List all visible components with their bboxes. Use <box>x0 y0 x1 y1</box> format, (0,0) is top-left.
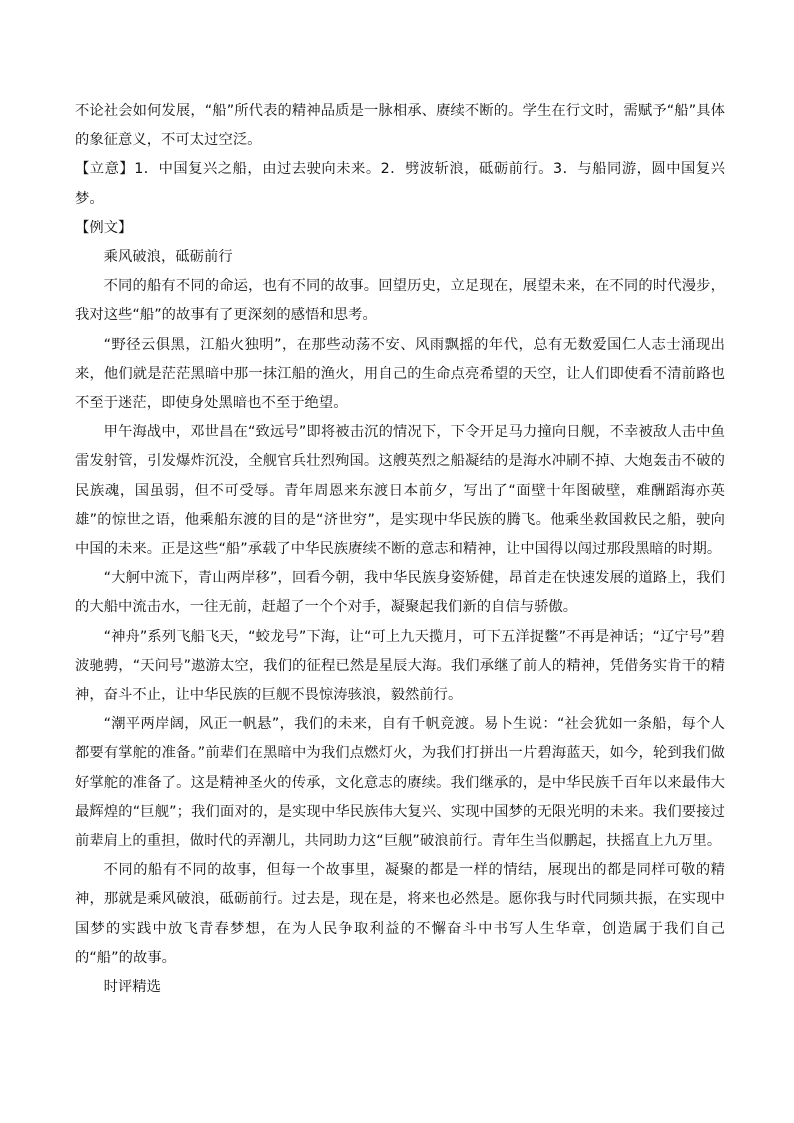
liwen-heading: 【例文】 <box>75 219 133 236</box>
liyi-line: 【立意】1．中国复兴之船，由过去驶向未来。2．劈波斩浪，砥砺前行。3．与船同游，圆中国复兴梦。 <box>75 161 725 207</box>
essay-paragraph-3: 甲午海战中，邓世昌在“致远号”即将被击沉的情况下，下令开足马力撞向日舰，不幸被敌人击中鱼雷发射管，引发爆炸沉没，全舰官兵壮烈殉国。这艘英烈之船凝结的是海水冲刷不掉、大炮轰击不破的民族魂，国虽弱，但不可受辱。青年周恩来东渡日本前夕，写出了“面壁十年图破壁，难酬蹈海亦英雄”的惊世之语，他乘船东渡的目的是“济世穷”，是实现中华民族的腾飞。他乘坐救国救民之船，驶向中国的未来。正是这些“船”承载了中华民族赓续不断的意志和精神，让中国得以闯过那段黑暗的时期。 <box>75 424 725 558</box>
intro-paragraph: 不论社会如何发展，“船”所代表的精神品质是一脉相承、赓续不断的。学生在行文时，需赋予“船”具体的象征意义，不可太过空泛。 <box>75 103 725 149</box>
essay-paragraph-6: “潮平两岸阔，风正一帆悬”，我们的未来，自有千帆竞渡。易卜生说：“社会犹如一条船，每个人都要有掌舵的准备。”前辈们在黑暗中为我们点燃灯火，为我们打拼出一片碧海蓝天，如今，轮到我们做好掌舵的准备了。这是精神圣火的传承，文化意志的赓续。我们继承的，是中华民族千百年以来最伟大最辉煌的“巨舰”；我们面对的，是实现中华民族伟大复兴、实现中国梦的无限光明的未来。我们要接过前辈肩上的重担，做时代的弄潮儿，共同助力这“巨舰”破浪前行。青年生当似鹏起，扶摇直上九万里。 <box>75 716 725 850</box>
essay-title: 乘风破浪，砥砺前行 <box>103 249 233 266</box>
shiping-heading: 时评精选 <box>103 979 161 996</box>
essay-paragraph-1: 不同的船有不同的命运，也有不同的故事。回望历史，立足现在，展望未来，在不同的时代漫步，我对这些“船”的故事有了更深刻的感悟和思考。 <box>75 278 725 324</box>
essay-paragraph-7: 不同的船有不同的故事，但每一个故事里，凝聚的都是一样的情结，展现出的都是同样可敬的精神，那就是乘风破浪，砥砺前行。过去是，现在是，将来也必然是。愿你我与时代同频共振，在实现中国梦的实践中放飞青春梦想，在为人民争取利益的不懈奋斗中书写人生华章，创造属于我们自己的“船”的故事。 <box>75 862 725 966</box>
document-body <box>75 97 725 1002</box>
essay-paragraph-5: “神舟”系列飞船飞天，“蛟龙号”下海，让“可上九天揽月，可下五洋捉鳖”不再是神话；“辽宁号”碧波驰骋，“天问号”遨游太空，我们的征程已然是星辰大海。我们承继了前人的精神，凭借务实肯干的精神，奋斗不止，让中华民族的巨舰不畏惊涛骇浪，毅然前行。 <box>75 628 725 704</box>
essay-paragraph-4: “大舸中流下，青山两岸移”，回看今朝，我中华民族身姿矫健，昂首走在快速发展的道路上，我们的大船中流击水，一往无前，赶超了一个个对手，凝聚起我们新的自信与骄傲。 <box>75 570 725 616</box>
essay-paragraph-2: “野径云俱黑，江船火独明”，在那些动荡不安、风雨飘摇的年代，总有无数爱国仁人志士涌现出来，他们就是茫茫黑暗中那一抹江船的渔火，用自己的生命点亮希望的天空，让人们即使看不清前路也不至于迷茫，即使身处黑暗也不至于绝望。 <box>75 336 725 412</box>
